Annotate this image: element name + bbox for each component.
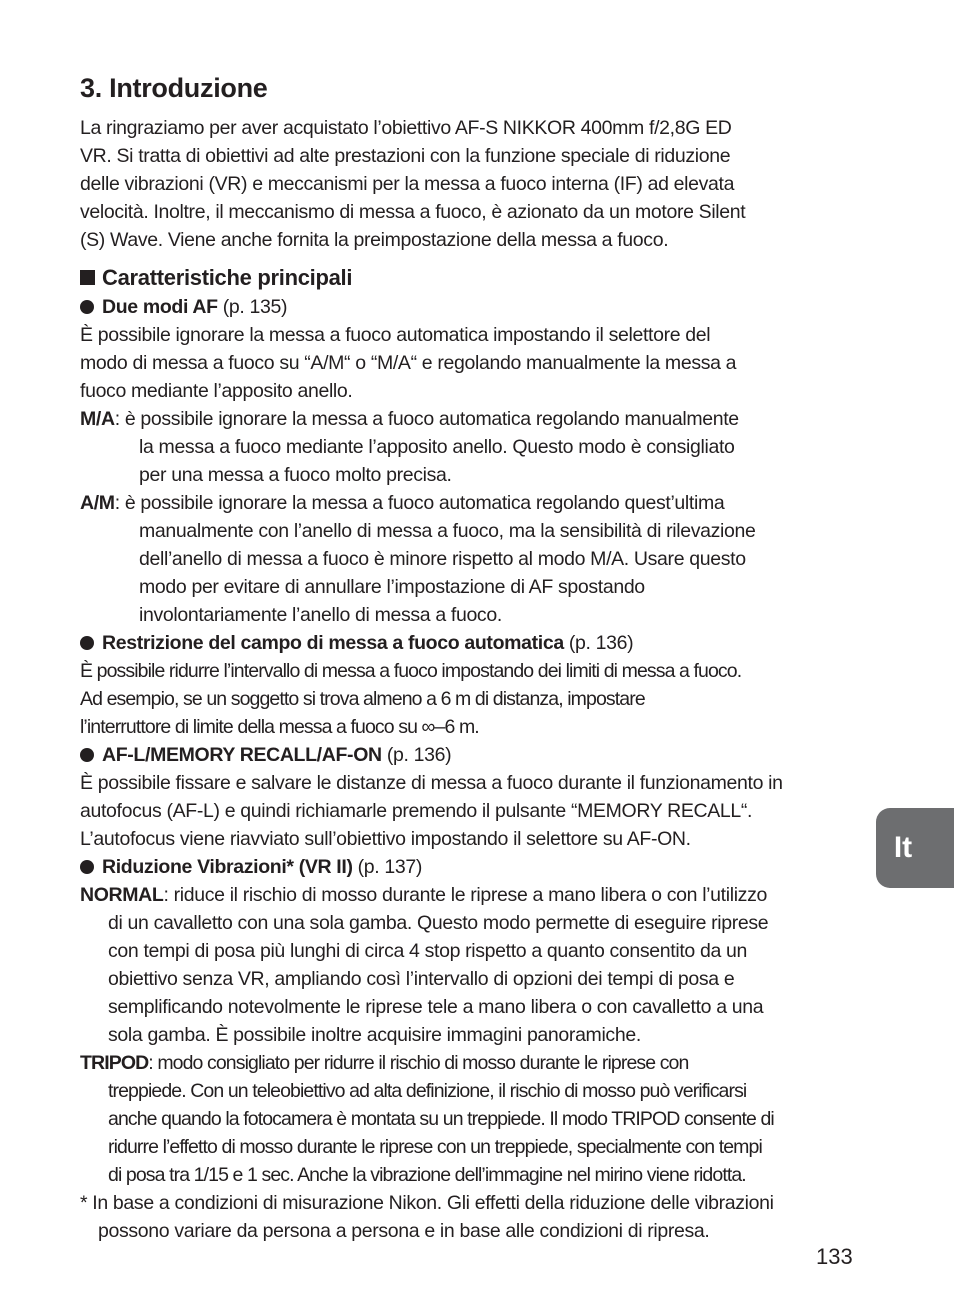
term-text: : riduce il rischio di mosso durante le riprese a mano libera o con l’utilizzo bbox=[163, 884, 767, 906]
paragraph bbox=[80, 321, 880, 405]
text-line: autofocus (AF-L) e quindi richiamarle premendo il pulsante “MEMORY RECALL“. bbox=[80, 800, 753, 822]
term-label: TRIPOD bbox=[80, 1052, 149, 1074]
term-definition bbox=[80, 405, 880, 489]
text-line: manualmente con l’anello di messa a fuoco, ma la sensibilità di rilevazione bbox=[139, 520, 756, 542]
text-line: per una messa a fuoco molto precisa. bbox=[139, 464, 452, 486]
circle-bullet-icon bbox=[80, 748, 94, 762]
text-line: È possibile fissare e salvare le distanze di messa a fuoco durante il funzionamento in bbox=[80, 772, 783, 794]
text-line: la messa a fuoco mediante l’apposito anello. Questo modo è consigliato bbox=[139, 436, 735, 458]
language-tab-italian: It bbox=[876, 808, 954, 888]
text-line: di un cavalletto con una sola gamba. Questo modo permette di eseguire riprese bbox=[108, 912, 769, 934]
term-text: : modo consigliato per ridurre il rischio di mosso durante le riprese con bbox=[148, 1052, 689, 1074]
text-line: delle vibrazioni (VR) e meccanismi per la messa a fuoco interna (IF) ad elevata bbox=[80, 173, 735, 195]
page-reference: (p. 135) bbox=[217, 296, 288, 318]
term-definition bbox=[80, 1049, 880, 1189]
term-label: M/A bbox=[80, 408, 115, 430]
text-line: VR. Si tratta di obiettivi ad alte prestazioni con la funzione speciale di riduzione bbox=[80, 145, 731, 167]
text-line: dell’anello di messa a fuoco è minore rispetto al modo M/A. Usare questo bbox=[139, 548, 746, 570]
term-text: : è possibile ignorare la messa a fuoco automatica regolando manualmente bbox=[114, 408, 739, 430]
page-number: 133 bbox=[816, 1244, 853, 1269]
text-line: modo di messa a fuoco su “A/M“ o “M/A“ e regolando manualmente la messa a bbox=[80, 352, 737, 374]
feature-bullet bbox=[80, 293, 880, 321]
feature-bullet bbox=[80, 629, 880, 657]
text-line bbox=[80, 1049, 880, 1077]
page-reference: (p. 136) bbox=[381, 744, 452, 766]
term-label: NORMAL bbox=[80, 884, 164, 906]
page-content bbox=[80, 70, 880, 1245]
feature-bullet bbox=[80, 741, 880, 769]
heading-text: Caratteristiche principali bbox=[102, 265, 353, 290]
text-line: fuoco mediante l’apposito anello. bbox=[80, 380, 353, 402]
text-line bbox=[80, 881, 880, 909]
text-line: (S) Wave. Viene anche fornita la preimpostazione della messa a fuoco. bbox=[80, 229, 669, 251]
text-line: velocità. Inoltre, il meccanismo di messa a fuoco, è azionato da un motore Silent bbox=[80, 201, 746, 223]
text-line: di posa tra 1/15 e 1 sec. Anche la vibrazione dell’immagine nel mirino viene ridotta. bbox=[108, 1164, 746, 1186]
paragraph bbox=[80, 114, 880, 254]
text-line: con tempi di posa più lunghi di circa 4 stop rispetto a quanto consentito da un bbox=[108, 940, 748, 962]
subsection-heading bbox=[80, 263, 880, 293]
text-line: L’autofocus viene riavviato sull’obiettivo impostando il selettore su AF-ON. bbox=[80, 828, 691, 850]
text-line: La ringraziamo per aver acquistato l’obiettivo AF-S NIKKOR 400mm f/2,8G ED bbox=[80, 117, 732, 139]
text-line: involontariamente l’anello di messa a fuoco. bbox=[139, 604, 502, 626]
text-line: * In base a condizioni di misurazione Nikon. Gli effetti della riduzione delle vibrazioni bbox=[80, 1192, 774, 1214]
circle-bullet-icon bbox=[80, 300, 94, 314]
feature-title: Riduzione Vibrazioni* (VR II) bbox=[102, 856, 353, 878]
text-line bbox=[80, 405, 880, 433]
paragraph bbox=[80, 1189, 880, 1245]
text-line bbox=[80, 489, 880, 517]
text-line: possono variare da persona a persona e in base alle condizioni di ripresa. bbox=[98, 1220, 710, 1242]
text-line: Ad esempio, se un soggetto si trova almeno a 6 m di distanza, impostare bbox=[80, 688, 645, 710]
feature-title: AF-L/MEMORY RECALL/AF-ON bbox=[102, 744, 382, 766]
page-reference: (p. 136) bbox=[563, 632, 634, 654]
square-bullet-icon bbox=[80, 270, 95, 285]
text-line: anche quando la fotocamera è montata su un treppiede. Il modo TRIPOD consente di bbox=[108, 1108, 774, 1130]
text-line: treppiede. Con un teleobiettivo ad alta definizione, il rischio di mosso può verificarsi bbox=[108, 1080, 747, 1102]
text-line: modo per evitare di annullare l’impostazione di AF spostando bbox=[139, 576, 645, 598]
circle-bullet-icon bbox=[80, 860, 94, 874]
circle-bullet-icon bbox=[80, 636, 94, 650]
text-line: l’interruttore di limite della messa a fuoco su ∞–6 m. bbox=[80, 716, 479, 738]
feature-bullet bbox=[80, 853, 880, 881]
text-line: semplificando notevolmente le riprese tele a mano libera o con cavalletto a una bbox=[108, 996, 764, 1018]
feature-title: Due modi AF bbox=[102, 296, 218, 318]
feature-title: Restrizione del campo di messa a fuoco automatica bbox=[102, 632, 564, 654]
term-text: : è possibile ignorare la messa a fuoco automatica regolando quest’ultima bbox=[114, 492, 725, 514]
section-title: 3. Introduzione bbox=[80, 73, 268, 103]
term-definition bbox=[80, 881, 880, 1049]
text-line: È possibile ignorare la messa a fuoco automatica impostando il selettore del bbox=[80, 324, 711, 346]
text-line: obiettivo senza VR, ampliando così l’intervallo di opzioni dei tempi di posa e bbox=[108, 968, 735, 990]
term-label: A/M bbox=[80, 492, 115, 514]
section-body bbox=[80, 114, 880, 1245]
page-reference: (p. 137) bbox=[352, 856, 423, 878]
paragraph bbox=[80, 769, 880, 853]
paragraph bbox=[80, 657, 880, 741]
text-line: ridurre l’effetto di mosso durante le riprese con un treppiede, specialmente con tempi bbox=[108, 1136, 762, 1158]
term-definition bbox=[80, 489, 880, 629]
text-line: sola gamba. È possibile inoltre acquisire immagini panoramiche. bbox=[108, 1024, 641, 1046]
text-line: È possibile ridurre l’intervallo di messa a fuoco impostando dei limiti di messa a fuoco. bbox=[80, 660, 742, 682]
